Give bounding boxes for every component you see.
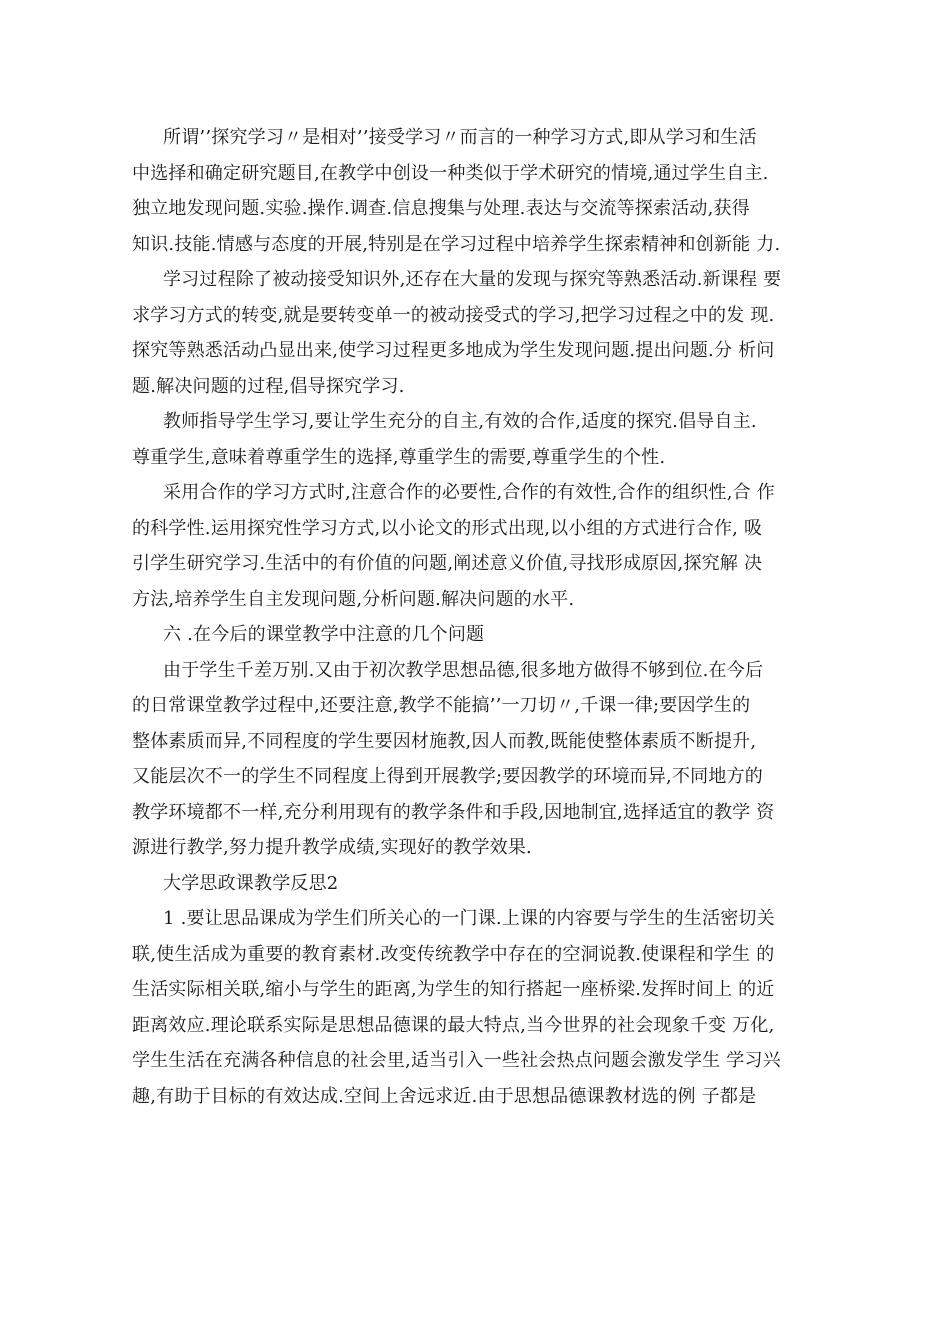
text-line: 方法,培养学生自主发现问题,分析问题.解决问题的水平. — [132, 589, 575, 610]
text-line: 学习过程除了被动接受知识外,还存在大量的发现与探究等熟悉活动.新课程 要 — [163, 269, 782, 290]
text-line: 源进行教学,努力提升教学成绩,实现好的教学效果. — [132, 837, 532, 858]
text-line: 趣,有助于目标的有效达成.空间上舍远求近.由于思想品德课教材选的例 子都是 — [132, 1086, 757, 1107]
text-line: 的科学性.运用探究性学习方式,以小论文的形式出现,以小组的方式进行合作, 吸 — [132, 518, 763, 539]
text-line: 联,使生活成为重要的教育素材.改变传统教学中存在的空洞说教.使课程和学生 的 — [132, 944, 775, 965]
text-line: 独立地发现问题.实验.操作.调查.信息搜集与处理.表达与交流等探索活动,获得 — [132, 198, 750, 219]
text-line: 中选择和确定研究题目,在教学中创设一种类似于学术研究的情境,通过学生自主. — [132, 163, 769, 184]
section-heading: 六 .在今后的课堂教学中注意的几个问题 — [163, 624, 485, 645]
text-line: 又能层次不一的学生不同程度上得到开展教学;要因教学的环境而异,不同地方的 — [132, 766, 763, 787]
text-line: 引学生研究学习.生活中的有价值的问题,阐述意义价值,寻找形成原因,探究解 决 — [132, 553, 763, 574]
text-line: 学生生活在充满各种信息的社会里,适当引入一些社会热点问题会激发学生 学习兴 — [132, 1050, 781, 1071]
text-line: 整体素质而异,不同程度的学生要因材施教,因人而教,既能使整体素质不断提升, — [132, 731, 757, 752]
section-heading: 大学思政课教学反思2 — [163, 873, 339, 894]
text-line: 采用合作的学习方式时,注意合作的必要性,合作的有效性,合作的组织性,合 作 — [163, 482, 776, 503]
text-line: 探究等熟悉活动凸显出来,使学习过程更多地成为学生发现问题.提出问题.分 析问 — [132, 340, 775, 361]
text-line: 求学习方式的转变,就是要转变单一的被动接受式的学习,把学习过程之中的发 现. — [132, 305, 775, 326]
text-line: 由于学生千差万别.又由于初次教学思想品德,很多地方做得不够到位.在今后 — [163, 660, 764, 681]
text-line: 题.解决问题的过程,倡导探究学习. — [132, 376, 405, 397]
text-line: 教学环境都不一样,充分利用现有的教学条件和手段,因地制宜,选择适宜的教学 资 — [132, 802, 775, 823]
text-line: 知识.技能.情感与态度的开展,特别是在学习过程中培养学生探索精神和创新能 力. — [132, 234, 781, 255]
text-line: 距离效应.理论联系实际是思想品德课的最大特点,当今世界的社会现象千变 万化, — [132, 1015, 775, 1036]
text-line: 所谓’’探究学习〃是相对’’接受学习〃而言的一种学习方式,即从学习和生活 — [163, 127, 757, 148]
text-line: 尊重学生,意味着尊重学生的选择,尊重学生的需要,尊重学生的个性. — [132, 447, 666, 468]
text-line: 教师指导学生学习,要让学生充分的自主,有效的合作,适度的探究.倡导自主. — [163, 411, 757, 432]
text-line: 的日常课堂教学过程中,还要注意,教学不能搞’’一刀切〃,千课一律;要因学生的 — [132, 695, 751, 716]
text-line: 生活实际相关联,缩小与学生的距离,为学生的知行搭起一座桥梁.发挥时间上 的近 — [132, 979, 775, 1000]
text-line: 1 .要让思品课成为学生们所关心的一门课.上课的内容要与学生的生活密切关 — [163, 908, 775, 929]
